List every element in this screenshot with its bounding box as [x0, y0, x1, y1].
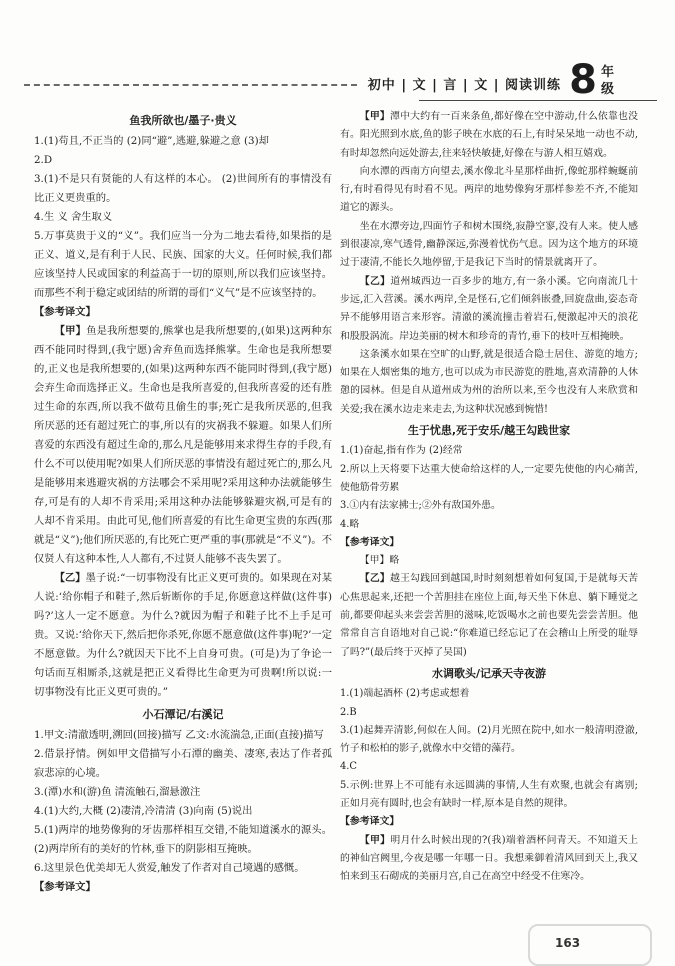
- paragraph-text: 道州城西边一百多步的地方,有一条小溪。它向南流几十步远,汇入营溪。溪水两岸,全是怪石,它们倾斜嵌叠,回旋盘曲,姿态奇异不能够用语言来形容。清澈的溪流撞击着岩石,便激起冲天的浪花和股股涡流。岸边美丽的树木和珍奇的青竹,垂下的枝叶互相掩映。: [340, 275, 638, 342]
- section-title: 小石潭记/右溪记: [142, 708, 224, 721]
- header-dashed-rule: [24, 84, 357, 86]
- paragraph-text: 越王勾践回到越国,时时刻刻想着如何复国,于是就每天苦心焦思起来,还把一个苦胆挂在座位上面,每天坐下休息、躺下睡觉之前,都要仰起头来尝尝苦胆的滋味,吃饭喝水之前也要先尝尝苦胆。他常常自言自语地对自己说:“你难道已经忘记了在会稽山上所受的耻辱了吗?”(最后终于灭掉了吴国): [340, 573, 638, 658]
- answer-item: 1.(1)苟且,不正当的 (2)同“避”,逃避,躲避之意 (3)却: [34, 135, 269, 147]
- translation-paragraph: [340, 570, 638, 661]
- answer-item: 5.示例:世界上不可能有永远圆满的事情,人生有欢聚,也就会有离别;正如月亮有圆时,也会有缺时一样,原本是自然的规律。: [340, 779, 638, 809]
- translation-paragraph: [340, 832, 638, 887]
- section-title: 生于忧患,死于安乐/越王勾践世家: [407, 424, 571, 438]
- reference-translation-label: 【参考译文】: [34, 306, 96, 318]
- answer-item: 2.B: [340, 706, 357, 718]
- answer-item: 2.借景抒情。例如甲文借描写小石潭的幽美、凄寒,表达了作者孤寂悲凉的心境。: [34, 748, 332, 779]
- answer-item: 4.C: [340, 761, 357, 773]
- grade-label: 年级: [601, 65, 615, 97]
- series-title: 初中 | 文 | 言 | 文 | 阅读训练: [367, 78, 561, 93]
- paragraph-text: 墨子说:“一切事物没有比正义更可贵的。如果现在对某人说:‘给你帽子和鞋子,然后斩断你的手足,你愿意这样做(这件事)吗?’这人一定不愿意。为什么?就因为帽子和鞋子比不上手足可贵。又说:‘给你天下,然后把你杀死,你愿不愿意做(这件事)呢?’一定不愿意做。为什么?就因天下比不上自身可贵。(可是)为了争论一句话而互相厮杀,这就是把正义看得比生命更为可贵啊!所以说:一切事物没有比正义更可贵的。”: [34, 572, 333, 698]
- answer-item: 3.(潭)水和(游)鱼 清流触石,溜悬激注: [34, 786, 201, 798]
- page-header: [24, 57, 657, 104]
- answer-item: 1.(1)奋起,指有作为 (2)经常: [340, 445, 463, 457]
- translation-paragraph: [34, 569, 332, 702]
- grade-number: 8: [569, 57, 597, 103]
- answer-item: 3.(1)起舞弄清影,何似在人间。(2)月光照在院中,如水一般清明澄澈,竹子和松柏的影子,就像水中交错的藻荇。: [340, 724, 638, 755]
- right-column: [340, 108, 638, 886]
- translation-paragraph: [34, 322, 332, 569]
- left-column: [34, 108, 332, 897]
- answer-item: 6.这里景色优美却无人赏爱,触发了作者对自己境遇的感慨。: [34, 862, 305, 874]
- watermark-stamp: [528, 924, 652, 966]
- translation-paragraph: 这条溪水如果在空旷的山野,就是很适合隐士居住、游览的地方;如果在人烟密集的地方,也可以成为市民游览的胜地,喜欢清静的人休憩的园林。但是自从道州成为州的治所以来,至今也没有人来欣赏和关爱;我在溪水边走来走去,为这种状况感到惋惜!: [340, 348, 638, 415]
- translation-paragraph: [340, 273, 638, 346]
- answer-item: 4.(1)大约,大概 (2)凄清,冷清清 (3)向南 (5)说出: [34, 805, 253, 817]
- paragraph-tag: 【甲】: [359, 834, 391, 846]
- answer-item: 3.①内有法家拂士;②外有敌国外患。: [340, 500, 501, 512]
- paragraph-text: 鱼是我所想要的,熊掌也是我所想要的,(如果)这两种东西不能同时得到,(我宁愿)舍弃鱼而选择熊掌。生命也是我所想要的,正义也是我所想要的,(如果)这两种东西不能同时得到,(我宁愿)会弃生命而选择正义。生命也是我所喜爱的,但我所喜爱的还有胜过生命的东西,所以我不做苟且偷生的事;死亡是我所厌恶的,但我所厌恶的还有超过死亡的事,所以有的灾祸我不躲避。如果人们所喜爱的东西没有超过生命的,那么凡是能够用来求得生存的手段,有什么不可以使用呢?如果人们所厌恶的事情没有超过死亡的,那么凡是能够用来逃避灾祸的方法哪会不采用呢?采用这种办法就能够生存,可是有的人却不肯采用;采用这种办法能够躲避灾祸,可是有的人却不肯采用。由此可见,他们所喜爱的有比生命更宝贵的东西(那就是“义”);他们所厌恶的,有比死亡更严重的事(那就是“不义”)。不仅贤人有这种本性,人人都有,不过贤人能够不丧失罢了。: [34, 325, 332, 565]
- header-rule: [419, 100, 657, 101]
- paragraph-text: 潭中大约有一百来条鱼,都好像在空中游动,什么依靠也没有。阳光照到水底,鱼的影子映在水底的石上,有时呆呆地一动也不动,有时却忽然向远处游去,往来轻快敏捷,好像在与游人相互嬉戏。: [340, 111, 638, 159]
- paragraph-tag: 【乙】: [359, 573, 390, 585]
- answer-item: 5.万事莫贵于义的“义”。我们应当一分为二地去看待,如果指的是正义、道义,是有利于人民、民族、国家的大义。任何时候,我们都应该坚持人民或国家的利益高于一切的原则,所以我们应该坚持。而那些不利于稳定或团结的所谓的哥们“义气”是不应该坚持的。: [34, 230, 332, 299]
- section-title: 鱼我所欲也/墨子·贵义: [129, 114, 237, 127]
- answer-item: 1.(1)端起酒杯 (2)考虑或想着: [340, 688, 470, 700]
- translation-paragraph: 坐在水潭旁边,四面竹子和树木围绕,寂静空寥,没有人来。使人感到很凄凉,寒气透骨,幽静深远,弥漫着忧伤气息。因为这个地方的环境过于凄清,不能长久地停留,于是我记下当时的情景就离开了。: [340, 220, 638, 269]
- paragraph-tag: 【甲】: [54, 325, 87, 337]
- answer-item: 4.略: [340, 518, 360, 530]
- answer-item: 5.(1)两岸的地势像狗的牙齿那样相互交错,不能知道溪水的源头。(2)两岸所有的美好的竹林,垂下的阴影相互掩映。: [34, 824, 332, 855]
- answer-item: 2.D: [34, 154, 53, 166]
- paragraph-text: 明月什么时候出现的?(我)端着酒杯问青天。不知道天上的神仙宫阙里,今夜是哪一年哪一日。我想乘御着清风回到天上,我又怕来到玉石砌成的美丽月宫,自己在高空中经受不住寒冷。: [340, 834, 638, 883]
- paragraph-tag: 【乙】: [359, 275, 391, 287]
- translation-paragraph: 【甲】略: [359, 555, 400, 567]
- page-number: 163: [555, 936, 581, 950]
- reference-translation-label: 【参考译文】: [34, 881, 96, 893]
- translation-paragraph: [340, 108, 638, 163]
- answer-item: 3.(1)不是只有贤能的人有这样的本心。 (2)世间所有的事情没有比正义更贵重的。: [34, 173, 332, 204]
- section-title: 水调歌头/记承天寺夜游: [431, 666, 547, 680]
- reference-translation-label: 【参考译文】: [340, 816, 400, 828]
- paragraph-tag: 【乙】: [54, 572, 86, 584]
- answer-item: 2.所以上天将要下达重大使命给这样的人,一定要先使他的内心痛苦,使他筋骨劳累: [340, 463, 638, 493]
- paragraph-tag: 【甲】: [359, 111, 390, 122]
- translation-paragraph: 向水潭的西南方向望去,溪水像北斗星那样曲折,像蛇那样蜿蜒前行,有时看得见有时看不见。两岸的地势像狗牙那样参差不齐,不能知道它的源头。: [340, 165, 638, 214]
- answer-item: 4.生 义 舍生取义: [34, 211, 113, 223]
- reference-translation-label: 【参考译文】: [340, 536, 400, 548]
- answer-item: 1.甲文:清澈透明,溯回(回接)描写 乙文:水流湍急,正面(直接)描写: [34, 729, 324, 741]
